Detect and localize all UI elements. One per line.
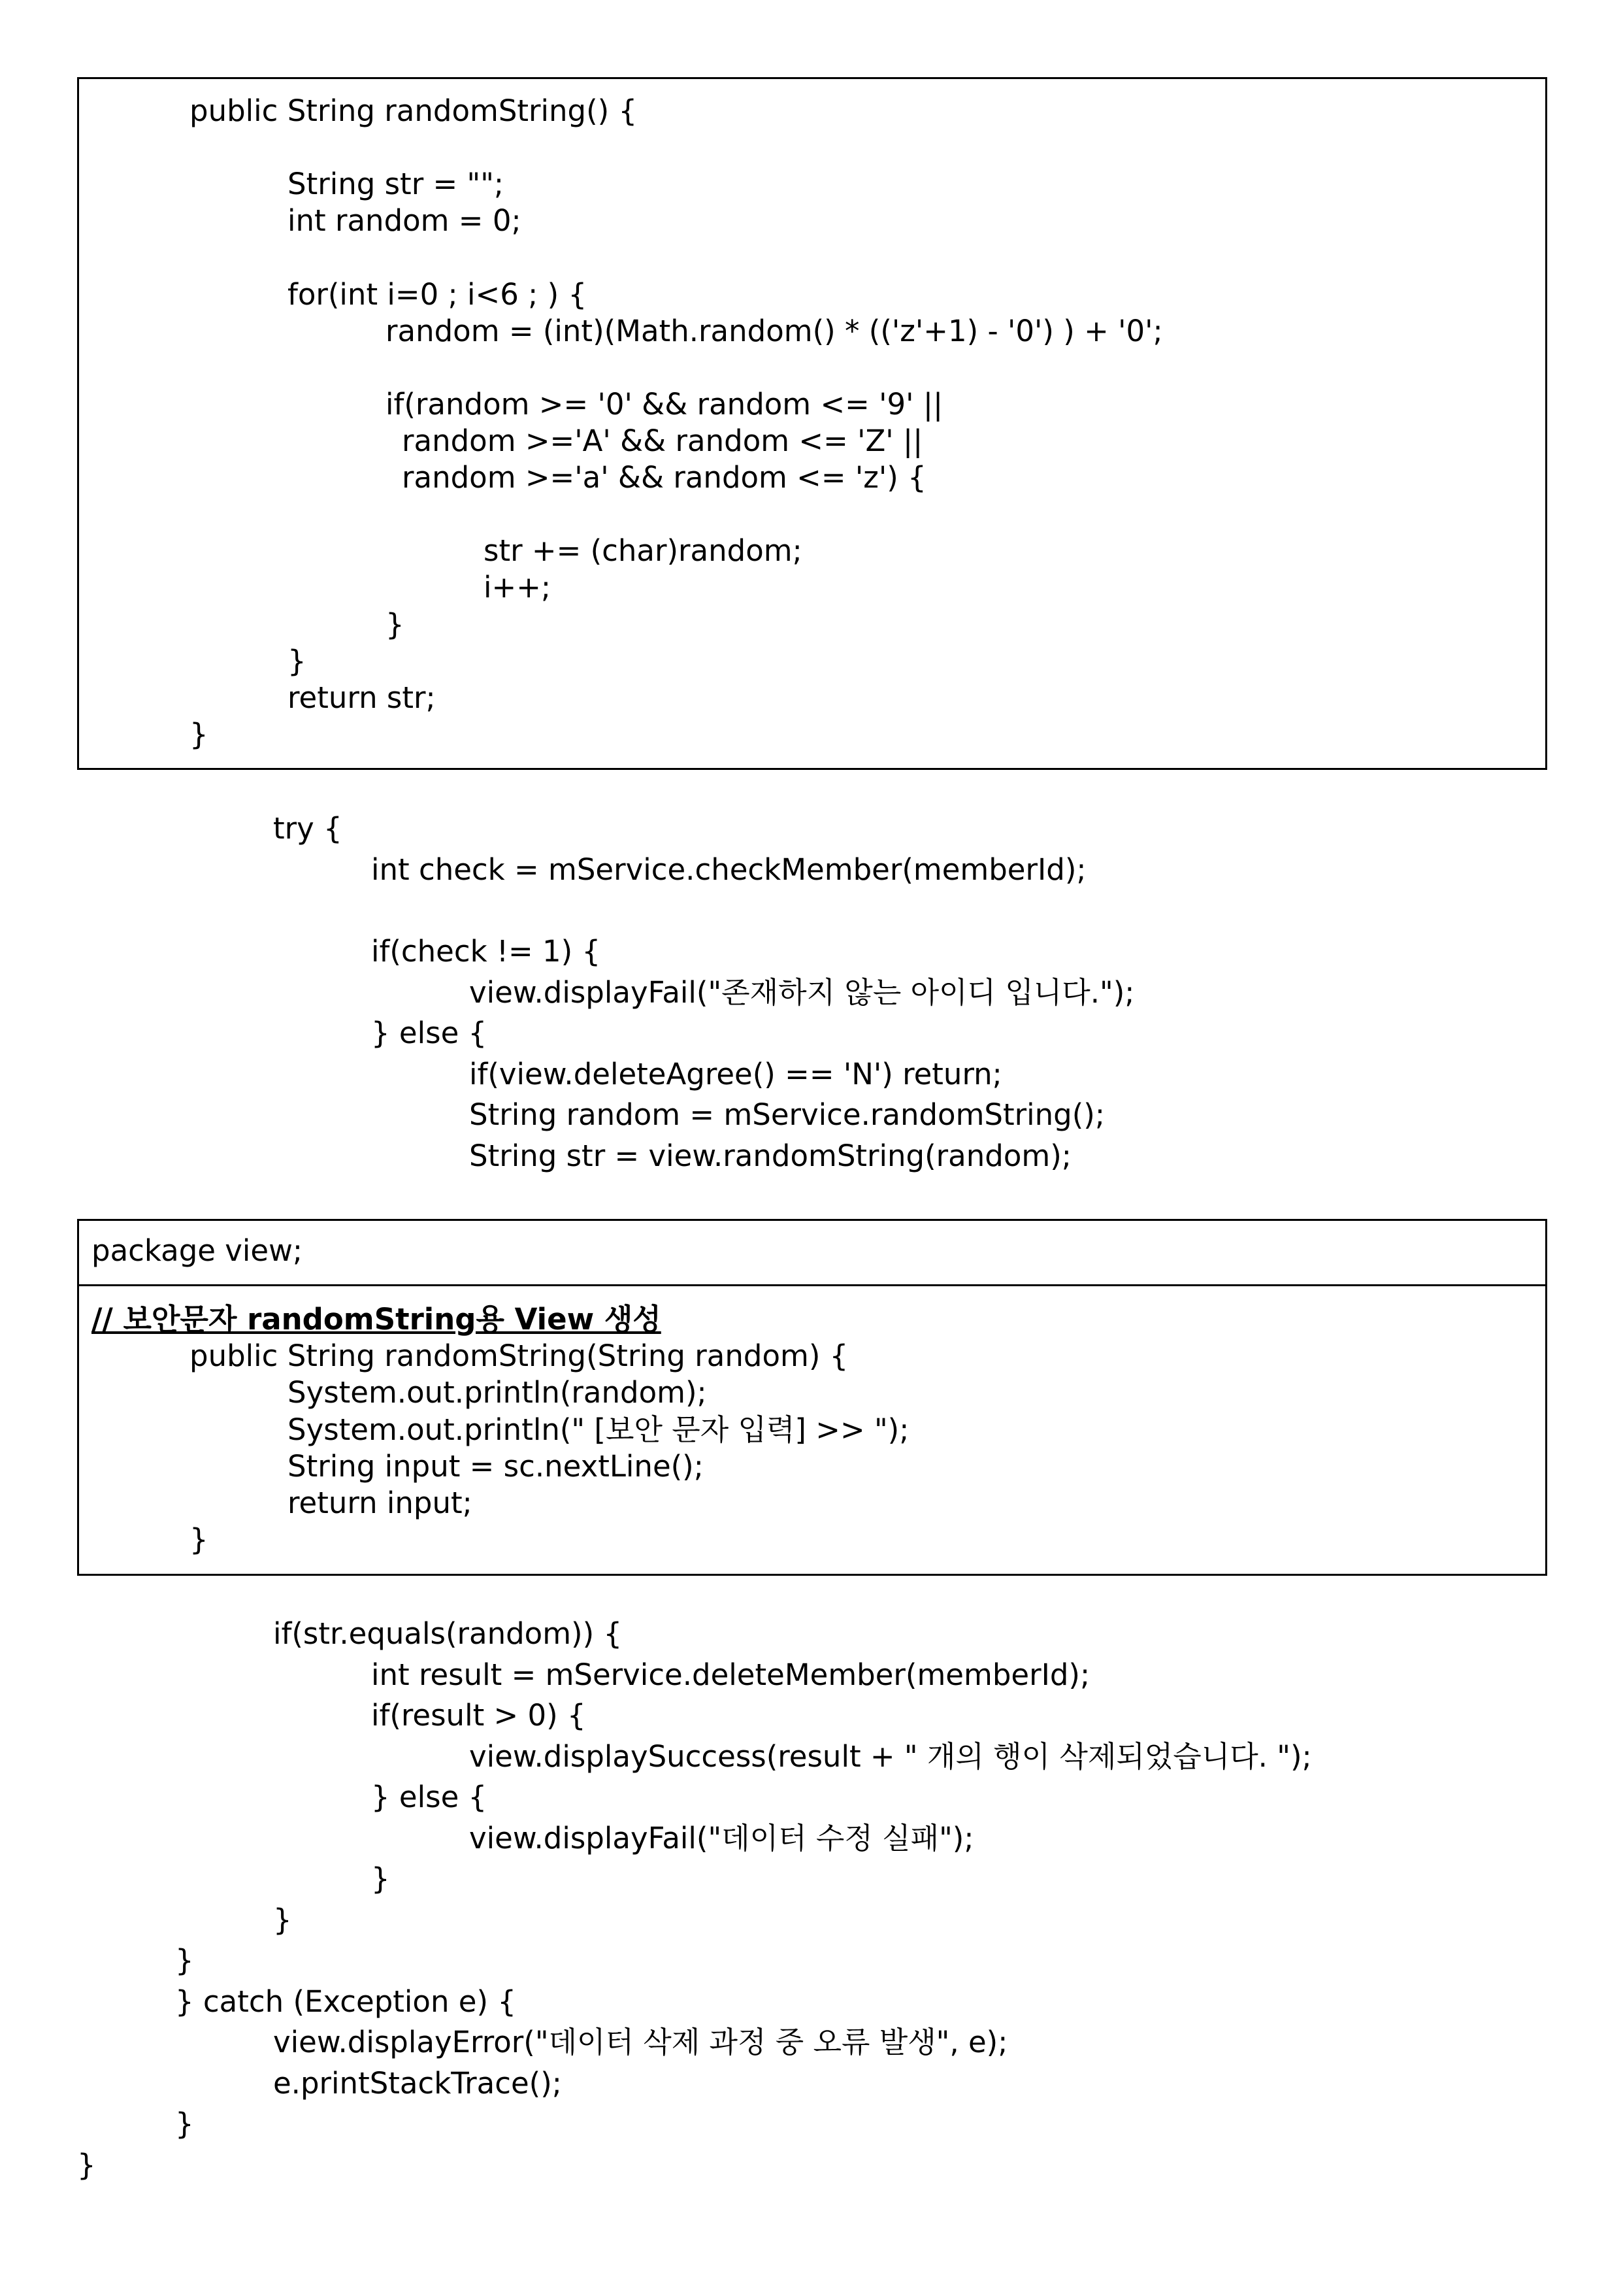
code-line: view.displayFail("데이터 수정 실패"); — [469, 1821, 974, 1855]
code-line: } else { — [371, 1780, 487, 1814]
code-line: int random = 0; — [287, 203, 521, 238]
code-line: str += (char)random; — [484, 533, 802, 568]
code-line: if(random >= '0' && random <= '9' || — [385, 387, 943, 422]
code-line: if(result > 0) { — [371, 1698, 586, 1733]
code-line: String str = ""; — [287, 167, 504, 201]
code-line: } — [371, 1861, 390, 1896]
code-line: public String randomString() { — [189, 93, 638, 128]
code-line: } — [273, 1903, 292, 1937]
code-line: if(view.deleteAgree() == 'N') return; — [469, 1057, 1002, 1091]
code-line: try { — [273, 811, 342, 846]
code-line: return input; — [287, 1486, 472, 1520]
code-line: } — [77, 2148, 96, 2182]
code-line: } — [189, 1522, 208, 1557]
code-line: System.out.println(random); — [287, 1375, 707, 1410]
code-box-divider — [77, 1284, 1547, 1286]
code-line: int check = mService.checkMember(memberId); — [371, 852, 1087, 887]
code-line: random >='a' && random <= 'z') { — [402, 460, 926, 495]
code-line: String str = view.randomString(random); — [469, 1139, 1072, 1173]
code-line: } catch (Exception e) { — [175, 1984, 516, 2019]
code-line: System.out.println(" [보안 문자 입력] >> "); — [287, 1412, 910, 1447]
code-line: random >='A' && random <= 'Z' || — [402, 424, 923, 458]
code-line: i++; — [484, 570, 551, 605]
code-line: } — [189, 717, 208, 752]
code-line: if(str.equals(random)) { — [273, 1616, 623, 1651]
code-line: String random = mService.randomString(); — [469, 1097, 1105, 1132]
code-line: } — [287, 644, 306, 678]
code-line: for(int i=0 ; i<6 ; ) { — [287, 277, 587, 312]
code-line: } — [175, 1943, 194, 1978]
code-line: int result = mService.deleteMember(memberId); — [371, 1657, 1090, 1692]
code-line: String input = sc.nextLine(); — [287, 1449, 704, 1484]
code-line: random = (int)(Math.random() * (('z'+1) - '0') ) + '0'; — [385, 314, 1163, 348]
code-line: return str; — [287, 680, 436, 715]
code-line: if(check != 1) { — [371, 934, 601, 969]
code-line: } else { — [371, 1016, 487, 1050]
code-line: view.displaySuccess(result + " 개의 행이 삭제되었습니다. "); — [469, 1739, 1312, 1774]
code-line: e.printStackTrace(); — [273, 2066, 562, 2101]
package-declaration: package view; — [91, 1233, 303, 1268]
code-line: view.displayFail("존재하지 않는 아이디 입니다."); — [469, 975, 1135, 1010]
code-line: view.displayError("데이터 삭제 과정 중 오류 발생", e); — [273, 2025, 1008, 2059]
code-line: } — [385, 607, 404, 642]
code-line: public String randomString(String random) { — [189, 1339, 849, 1373]
code-line: } — [175, 2106, 194, 2141]
section-comment: // 보안문자 randomString용 View 생성 — [91, 1302, 661, 1337]
